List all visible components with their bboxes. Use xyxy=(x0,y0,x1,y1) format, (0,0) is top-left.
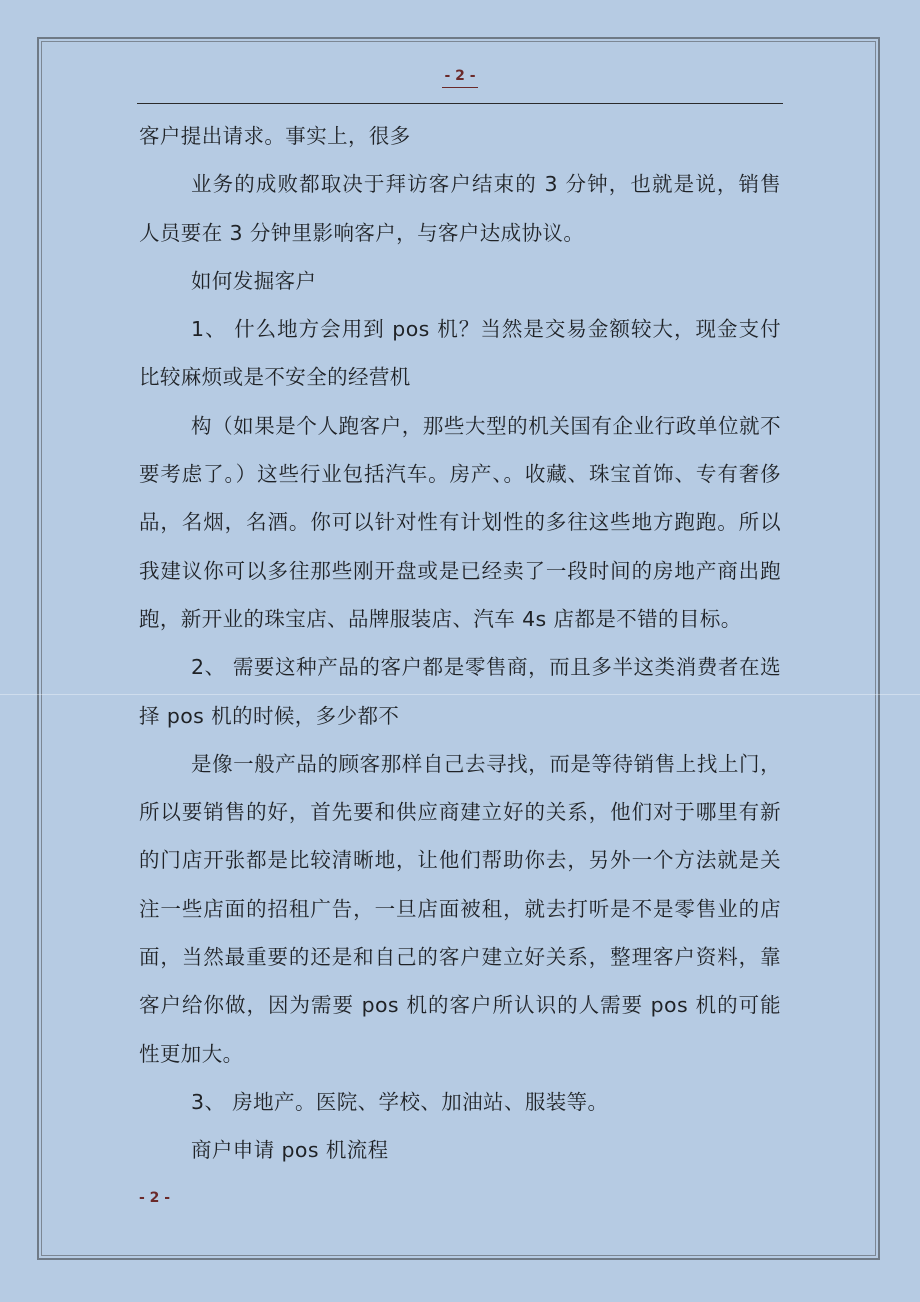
footer-page-number: - 2 - xyxy=(139,1190,171,1206)
paragraph: 3、 房地产。医院、学校、加油站、服装等。 xyxy=(191,1089,609,1114)
paragraph: 商户申请 pos 机流程 xyxy=(191,1138,389,1163)
paragraph: 构（如果是个人跑客户，那些大型的机关国有企业行政单位就不要考虑了。）这些行业包括汽车。房产、。收藏、珠宝首饰、专有奢侈品，名烟，名酒。你可以针对性有计划性的多往这些地方跑跑。所以我建议你可以多往那些刚开盘或是已经卖了一段时间的房地产商出跑跑，新开业的珠宝店、品牌服装店、汽车 4s 店都是不错的目标。 xyxy=(139,413,781,631)
paragraph: 2、 需要这种产品的客户都是零售商，而且多半这类消费者在选择 pos 机的时候，多少都不 xyxy=(139,655,781,728)
paragraph: 客户提出请求。事实上，很多 xyxy=(139,124,411,148)
header-page-number: - 2 - xyxy=(442,66,477,88)
page-header xyxy=(0,66,920,88)
paragraph: 是像一般产品的顾客那样自己去寻找，而是等待销售上找上门，所以要销售的好，首先要和供应商建立好的关系，他们对于哪里有新的门店开张都是比较清晰地，让他们帮助你去，另外一个方法就是关注一些店面的招租广告，一旦店面被租，就去打听是不是零售业的店面，当然最重要的还是和自己的客户建立好关系，整理客户资料，靠客户给你做，因为需要 pos 机的客户所认识的人需要 pos 机的可能性更加大。 xyxy=(139,751,781,1066)
paragraph: 1、 什么地方会用到 pos 机？当然是交易金额较大，现金支付比较麻烦或是不安全的经营机 xyxy=(139,317,781,390)
paragraph: 业务的成败都取决于拜访客户结束的 3 分钟，也就是说，销售人员要在 3 分钟里影响客户，与客户达成协议。 xyxy=(139,172,781,245)
paragraph: 如何发掘客户 xyxy=(191,268,317,293)
document-body xyxy=(139,112,781,1175)
page-seam xyxy=(0,694,920,695)
header-rule xyxy=(137,103,783,104)
